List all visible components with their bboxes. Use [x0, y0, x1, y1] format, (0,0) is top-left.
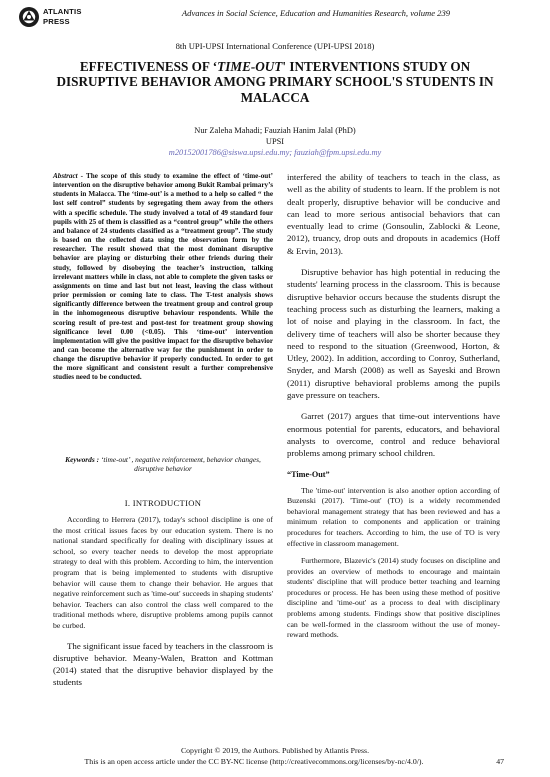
- keywords-text: ‘time-out’ , negative reinforcement, behavior changes, disruptive behavior: [99, 455, 261, 474]
- subsection-heading-time-out: “Time-Out”: [287, 469, 330, 479]
- title-line-1-italic: TIME-OUT: [217, 59, 283, 74]
- right-paragraph-4: The 'time-out' intervention is also another option according of Buzenski (2017). 'Time-out' (TO) is a widely recommended behavioral management strategy that has been reviewed and has a minimum relation to components and application or training procedures for teachers. According to him, the use of TO is very effective in classroom management.: [287, 485, 500, 548]
- right-paragraph-1: interfered the ability of teachers to teach in the class, as well as the ability of students to learn. If the problem is not dealt properly, disruptive behavior will be conducive and can lead to more serious antisocial behaviors that can eventually lead to crime (Gonsoulin, Zablocki & Leone, 2012), truancy, drop outs and dropouts in academics (Hoff & Ervin, 2013).: [287, 172, 500, 256]
- intro-paragraph-2: The significant issue faced by teachers in the classroom is disruptive behavior. Meany-Walen, Bratton and Kottman (2014) stated that the disruptive behavior displayed by the students: [53, 640, 273, 688]
- right-column: [287, 171, 500, 641]
- title-line-1-pre: EFFECTIVENESS OF ‘: [79, 59, 218, 74]
- right-paragraph-2: Disruptive behavior has high potential in reducing the students' learning process in the classroom. This is because disruptive behavior occurs because the students disrupt the teaching process such as disturbing the learners, making a lot of noise and playing in the classroom. In fact, the delivery time of teachers will also be shorter because they need to respond to the situation (Greenwood, Horton, & Utley, 2002). In addition, according to Conroy, Sutherland, Snyder, and Marsh (2008) as well as Sayeski and Brown (2011) disruptive behavioral problems among the pupils gave pressure on teachers.: [287, 267, 500, 401]
- intro-paragraph-1: According to Herrera (2017), today's school discipline is one of the most critical issues faces by our education system. There is no national standard specifically for dealing with disciplinary issues at school, so every teacher needs to develop the most appropriate strategy to deal with this problem. According to him, the intervention program that is being implemented to students with disruptive behavior will cause them to change their behavior. He argues that negative reinforcement such as 'time-out' succeeds in shaping students' behavior. Teachers can also control the class well compared to the traditional methods where, disruptive problems among pupils cannot be curbed.: [53, 515, 273, 630]
- authors: Nur Zaleha Mahadi; Fauziah Hanim Jalal (PhD): [194, 126, 356, 135]
- section-heading-introduction: I. INTRODUCTION: [124, 498, 202, 508]
- right-paragraph-5: Furthermore, Blazevic's (2014) study focuses on discipline and provides an overview of methods to encourage and maintain students' discipline that will produce better teaching and learning procedures or process. He has been using these method of positive discipline and 'time-out' as a process to deal with disciplinary problems among students. Findings show that positive disciplines can be well-formed in the classroom without the use of money-reward methods.: [287, 556, 500, 640]
- logo-line-1: ATLANTIS: [43, 7, 82, 16]
- publisher-logo: [18, 6, 98, 30]
- abstract: [53, 172, 273, 383]
- abstract-label: Abstract: [53, 172, 78, 180]
- right-paragraph-3: Garret (2017) argues that time-out interventions have enormous potential for parents, educators, and behavioral analysts to overcome, control and reduce behavioral problems among primary school children.: [287, 411, 500, 459]
- conference-name: 8th UPI-UPSI International Conference (UPI-UPSI 2018): [175, 41, 375, 51]
- page-number: 47: [496, 757, 504, 766]
- title-line-3: MALACCA: [240, 89, 310, 105]
- footer-license[interactable]: This is an open access article under the CC BY-NC license (http://creativecommons.org/licenses/by-nc/4.0/).: [84, 757, 424, 766]
- atlantis-logo-icon: [18, 6, 40, 28]
- introduction-body: [53, 515, 273, 689]
- logo-line-2: PRESS: [43, 17, 70, 26]
- paper-title: [40, 59, 510, 105]
- abstract-text: - The scope of this study to examine the effect of ‘time-out’ intervention on the disruptive behavior among Bukit Rambai primary’s students in Malacca. The ‘time-out’ is a method to a help so called “ the lost self control” students by segregating them away from the others with a specific schedule. The study involved a total of 49 standard four pupils with 25 of them is classified as a “control group” while the others and balance of 24 students classified as a “treatment group”. The study is based on the collected data using the observation form by the researcher. The result showed that the most dominant disruptive behavior are playing or disturbing their other friends during their study, followed by disobeying the teacher’s instruction, talking irrelevant matters while in class, not able to complete the given tasks or assignments on time and last but not least, leaving the class without prior permission or coming late to class. The T-test analysis shows significantly difference between the treatment group and control group in the inhomogeneous disruptive behaviour respondents. While the scoring result of pre-test and post-test for treatment group showing significance level 0.00 (<0.05). This ‘time-out’ intervention implementation will give the positive impact for the disruptive behavior and can become the alternative way for the punishment in order to change the disruptive behavior if properly conducted. In order to get the more significant and consistent result a further comprehensive studies need to be conducted.: [53, 172, 273, 382]
- author-emails[interactable]: m20152001786@siswa.upsi.edu.my; fauziah@fpm.upsi.edu.my: [168, 148, 382, 157]
- title-line-1-post: ' INTERVENTIONS STUDY ON: [282, 59, 471, 74]
- affiliation: UPSI: [265, 137, 285, 146]
- logo-text: [43, 7, 82, 27]
- footer-copyright: Copyright © 2019, the Authors. Published by Atlantis Press.: [180, 746, 370, 755]
- title-line-2: DISRUPTIVE BEHAVIOR AMONG PRIMARY SCHOOL'S STUDENTS IN: [56, 74, 494, 90]
- journal-name: Advances in Social Science, Education and Humanities Research, volume 239: [181, 8, 451, 18]
- title-line-1: [40, 59, 510, 74]
- keywords: [53, 455, 273, 473]
- keywords-label: Keywords :: [65, 455, 100, 464]
